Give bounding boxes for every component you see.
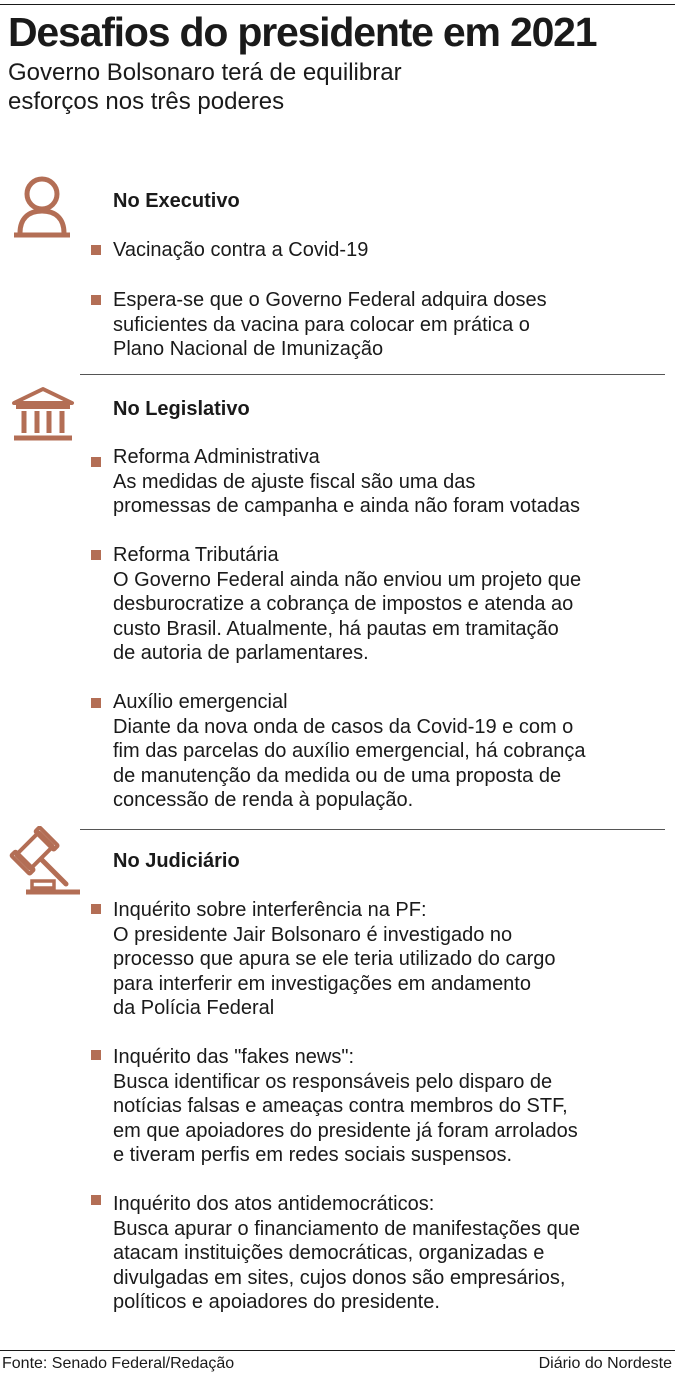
item-heading: Inquérito das "fakes news": xyxy=(113,1046,354,1068)
item-text: custo Brasil. Atualmente, há pautas em tramitação xyxy=(113,617,559,640)
item-text: divulgadas em sites, cujos donos são empresários, xyxy=(113,1266,566,1289)
section-title-legislativo: No Legislativo xyxy=(113,398,250,420)
building-columns-icon xyxy=(10,385,76,450)
bullet xyxy=(91,1050,101,1060)
item-heading: Auxílio emergencial xyxy=(113,691,288,713)
item-text: fim das parcelas do auxílio emergencial, há cobrança xyxy=(113,740,586,763)
item-text: O Governo Federal ainda não enviou um projeto que xyxy=(113,568,582,591)
item-heading: Reforma Tributária xyxy=(113,544,279,566)
bullet xyxy=(91,550,101,560)
footer-rule xyxy=(0,1350,675,1351)
item-text: O presidente Jair Bolsonaro é investigado no xyxy=(113,923,513,946)
bullet xyxy=(91,245,101,255)
list-item xyxy=(113,1045,668,1168)
section-title-judiciario: No Judiciário xyxy=(113,850,240,872)
list-item xyxy=(113,898,668,1021)
item-text: Vacinação contra a Covid-19 xyxy=(113,239,369,261)
item-text: promessas de campanha e ainda não foram votadas xyxy=(113,495,580,518)
section-divider xyxy=(80,374,665,375)
list-item xyxy=(113,238,668,263)
item-text: suficientes da vacina para colocar em prática o xyxy=(113,313,530,336)
item-text: As medidas de ajuste fiscal são uma das xyxy=(113,470,476,493)
item-heading: Inquérito sobre interferência na PF: xyxy=(113,899,427,921)
subtitle-line: esforços nos três poderes xyxy=(8,88,285,115)
item-text: em que apoiadores do presidente já foram arrolados xyxy=(113,1119,578,1142)
person-icon xyxy=(12,175,72,246)
page-title: Desafios do presidente em 2021 xyxy=(8,9,597,55)
item-text: de autoria de parlamentares. xyxy=(113,642,369,665)
list-item xyxy=(113,1192,668,1315)
item-text: desburocratize a cobrança de impostos e atenda ao xyxy=(113,593,574,616)
item-text: processo que apura se ele teria utilizado do cargo xyxy=(113,948,556,971)
list-item xyxy=(113,288,668,362)
item-text: notícias falsas e ameaças contra membros do STF, xyxy=(113,1095,568,1118)
bullet xyxy=(91,1195,101,1205)
section-title-executivo: No Executivo xyxy=(113,190,240,212)
item-heading: Inquérito dos atos antidemocráticos: xyxy=(113,1193,435,1215)
page-subtitle xyxy=(8,58,528,116)
item-text: políticos e apoiadores do presidente. xyxy=(113,1291,440,1314)
item-text: Espera-se que o Governo Federal adquira doses xyxy=(113,289,547,311)
item-text: Busca apurar o financiamento de manifestações que xyxy=(113,1217,580,1240)
item-text: Plano Nacional de Imunização xyxy=(113,338,384,361)
bullet xyxy=(91,457,101,467)
list-item xyxy=(113,543,668,666)
list-item xyxy=(113,445,668,519)
item-text: de manutenção da medida ou de uma proposta de xyxy=(113,764,562,787)
top-rule xyxy=(0,4,675,5)
section-divider xyxy=(80,829,665,830)
item-heading: Reforma Administrativa xyxy=(113,446,320,468)
list-item xyxy=(113,690,668,813)
bullet xyxy=(91,295,101,305)
item-text: atacam instituições democráticas, organizadas e xyxy=(113,1242,545,1265)
gavel-icon xyxy=(6,826,82,903)
item-text: da Polícia Federal xyxy=(113,997,275,1020)
bullet xyxy=(91,698,101,708)
bullet xyxy=(91,904,101,914)
subtitle-line: Governo Bolsonaro terá de equilibrar xyxy=(8,59,402,86)
footer-publisher: Diário do Nordeste xyxy=(538,1355,672,1372)
item-text: para interferir em investigações em andamento xyxy=(113,972,531,995)
footer-source: Fonte: Senado Federal/Redação xyxy=(2,1355,235,1372)
item-text: concessão de renda à população. xyxy=(113,789,414,812)
item-text: Busca identificar os responsáveis pelo disparo de xyxy=(113,1070,553,1093)
item-text: e tiveram perfis em redes sociais suspensos. xyxy=(113,1144,513,1167)
item-text: Diante da nova onda de casos da Covid-19 e com o xyxy=(113,715,574,738)
